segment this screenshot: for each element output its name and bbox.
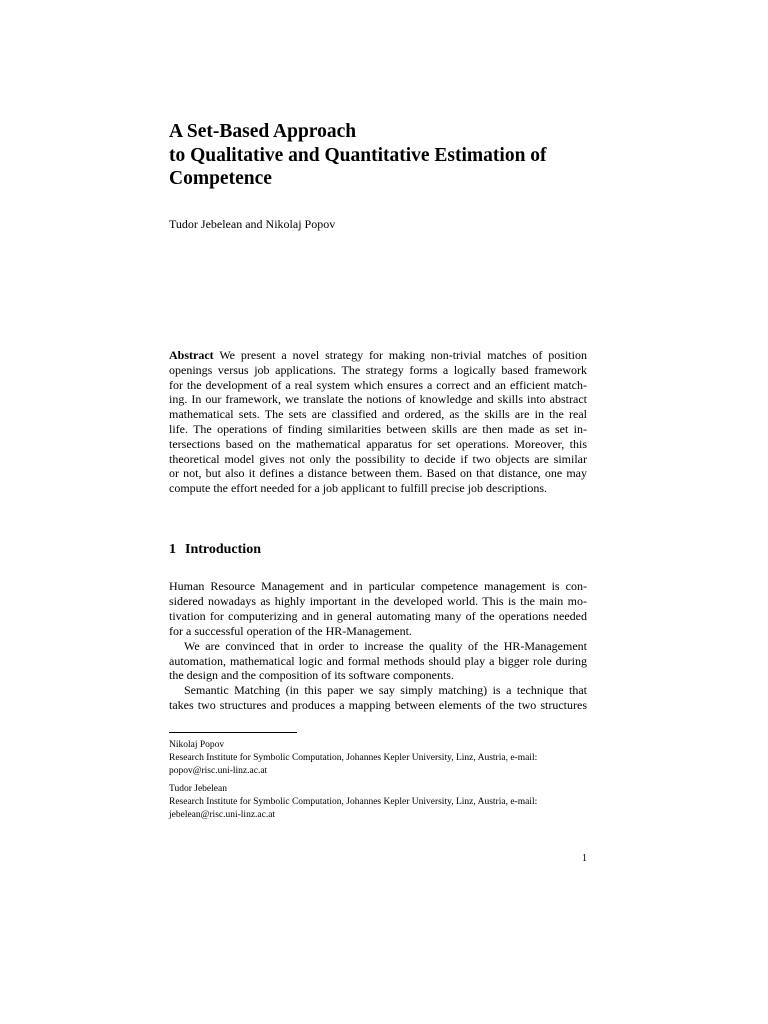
page-number: 1: [582, 853, 587, 864]
section-heading: [169, 542, 261, 558]
section-number: 1: [169, 542, 176, 557]
body-line: We are convinced that in order to increase the quality of the HR-Management: [184, 638, 587, 653]
abstract-line: life. The operations of finding similarities between skills are then made as set in-: [169, 421, 587, 436]
footnote-affiliation: Research Institute for Symbolic Computation, Johannes Kepler University, Linz, Austria, e-mail:: [169, 753, 538, 763]
body-line: tivation for computerizing and in general automating many of the operations needed: [169, 608, 587, 623]
abstract: [169, 348, 587, 496]
title-line: Competence: [169, 168, 272, 189]
footnote-author-jebelean: [169, 783, 587, 822]
body-line: automation, mathematical logic and formal methods should play a bigger role during: [169, 653, 587, 668]
abstract-line: or not, but also it defines a distance between them. Based on that distance, one may: [169, 466, 587, 481]
footnote-name: Tudor Jebelean: [169, 784, 227, 794]
abstract-line: for the development of a real system which ensures a correct and an efficient match-: [169, 377, 587, 392]
abstract-line: mathematical sets. The sets are classified and ordered, as the skills are in the real: [169, 407, 587, 422]
footnote-email: popov@risc.uni-linz.ac.at: [169, 766, 268, 776]
title-line: to Qualitative and Quantitative Estimation of: [169, 144, 547, 166]
footnote-author-popov: [169, 739, 587, 778]
abstract-label: Abstract: [169, 348, 214, 362]
abstract-line: compute the effort needed for a job applicant to fulfill precise job descriptions.: [169, 481, 547, 496]
footnote-name: Nikolaj Popov: [169, 740, 225, 750]
title-line: A Set-Based Approach: [169, 121, 357, 142]
abstract-text: We present a novel strategy for making non-trivial matches of position: [219, 348, 587, 362]
body-line: takes two structures and produces a mapping between elements of the two structures: [169, 698, 587, 713]
paper-title: [169, 120, 609, 191]
abstract-line: openings versus job applications. The strategy forms a logically based framework: [169, 362, 587, 377]
footnote-email: jebelean@risc.uni-linz.ac.at: [169, 810, 276, 820]
body-line: Semantic Matching (in this paper we say simply matching) is a technique that: [184, 683, 587, 698]
body-line: Human Resource Management and in particular competence management is con-: [169, 579, 587, 593]
abstract-line: [169, 348, 587, 363]
footnote-divider: [169, 732, 297, 733]
footnotes: [169, 739, 587, 827]
body-line: sidered nowadays as highly important in the developed world. This is the main mo-: [169, 593, 587, 608]
footnote-affiliation: Research Institute for Symbolic Computation, Johannes Kepler University, Linz, Austria, e-mail:: [169, 797, 538, 807]
introduction-body: [169, 579, 587, 713]
section-title: Introduction: [185, 542, 261, 557]
body-line: the design and the composition of its software components.: [169, 668, 454, 683]
abstract-line: ing. In our framework, we translate the notions of knowledge and skills into abstract: [169, 392, 587, 407]
author-list: Tudor Jebelean and Nikolaj Popov: [169, 217, 336, 231]
body-line: for a successful operation of the HR-Management.: [169, 623, 412, 638]
abstract-line: theoretical model gives not only the possibility to decide if two objects are similar: [169, 451, 587, 466]
abstract-line: tersections based on the mathematical apparatus for set operations. Moreover, this: [169, 436, 587, 451]
